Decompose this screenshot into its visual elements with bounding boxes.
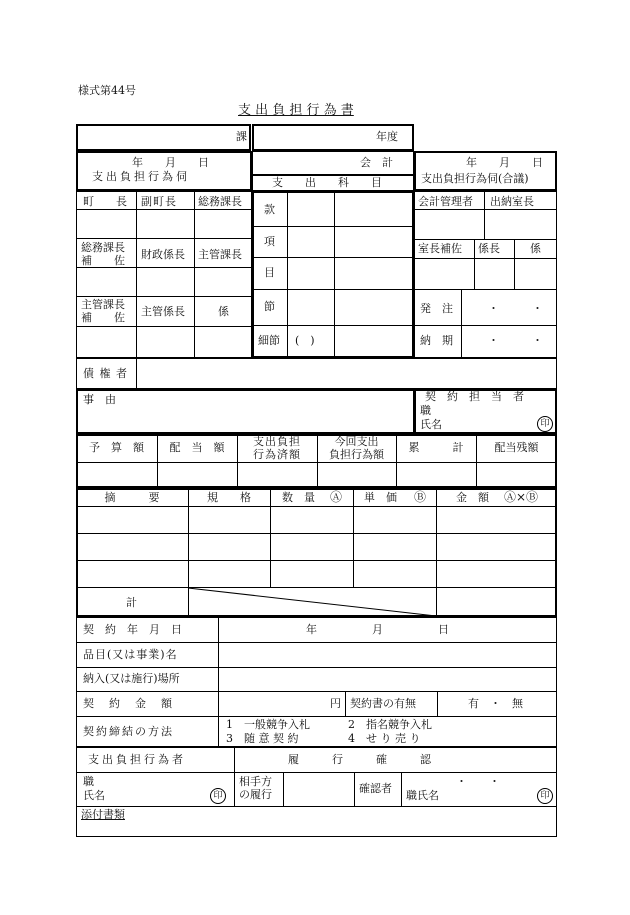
item-marker-qty: Ⓐ	[330, 490, 343, 504]
shukankakari-label: 主管係長	[141, 305, 185, 318]
ukagai-left: 支出負担行為伺	[92, 170, 190, 183]
hacchu-dots: ・ ・	[488, 302, 543, 315]
saikensha-label: 債 権 者	[83, 367, 128, 380]
nounyu-label: 納入(又は施行)場所	[83, 672, 180, 685]
item-header-tekiyo: 摘 要	[104, 491, 160, 504]
cho-label: 町 長	[83, 195, 127, 208]
seal-icon: 印	[537, 416, 553, 432]
footer-seal2-icon: 印	[537, 788, 553, 804]
kou-label: 項	[264, 235, 275, 248]
fukucho-label: 副町長	[141, 195, 177, 208]
moku-label: 目	[264, 266, 275, 279]
keiyaku-date-value: 年 月 日	[306, 623, 449, 636]
item-marker-amount: Ⓐ×Ⓑ	[504, 490, 539, 504]
saisetsu-label: 細節	[258, 334, 280, 347]
saisetsu-paren: ( )	[295, 334, 315, 347]
item-header-kingaku: 金 額	[456, 491, 489, 504]
kakari-label: 係	[218, 305, 229, 318]
footer-seal-icon: 印	[210, 788, 226, 804]
shokushimei-label: 職氏名	[406, 789, 439, 802]
keiyakusho-value: 有 ・ 無	[468, 697, 523, 710]
kakari-right-label: 係	[530, 242, 541, 255]
zaiseikakari-label: 財政係長	[141, 248, 185, 261]
setsu-label: 節	[264, 300, 275, 313]
kamoku-header-label: 支 出 科 目	[272, 176, 382, 189]
footer-shoku: 職	[83, 775, 94, 788]
houhou-label: 契約締結の方法	[83, 725, 174, 738]
budget-header-1: 配 当 額	[169, 441, 225, 454]
suito-shitsucho-label: 出納室長	[490, 195, 534, 208]
kan-label: 款	[264, 203, 275, 216]
budget-header-4: 累 計	[408, 441, 464, 454]
jiyu-label: 事 由	[83, 393, 116, 406]
date-right: 年 月 日	[466, 156, 543, 169]
somuhosa-label: 総務課長 補 佐	[81, 241, 125, 267]
nouki-dots: ・ ・	[488, 334, 543, 347]
item-marker-price: Ⓑ	[414, 490, 427, 504]
keiyaku-shoku: 職	[420, 404, 431, 417]
nouki-label: 納 期	[420, 334, 453, 347]
rikou-kakunin-label: 履 行 確 認	[288, 753, 431, 766]
shukanhosa-label: 主管課長 補 佐	[81, 298, 125, 324]
footer-dots: ・ ・	[456, 775, 500, 788]
keiyakusho-label: 契約書の有無	[350, 697, 416, 710]
aitegata-label: 相手方 の履行	[239, 775, 272, 801]
budget-header-0: 予 算 額	[89, 441, 144, 454]
kakuninsha-label: 確認者	[359, 782, 392, 795]
houhou-3: 3 随 意 契 約	[226, 732, 299, 745]
keiyaku-date-label: 契 約 年 月 日	[83, 623, 182, 636]
hinmoku-label: 品目(又は事業)名	[83, 648, 178, 661]
budget-header-2: 支出負担 行為済額	[253, 435, 301, 461]
shitsucho-hosa-label: 室長補佐	[418, 242, 462, 255]
tenpu-label: 添付書類	[81, 808, 125, 821]
item-header-kikaku: 規 格	[207, 491, 251, 504]
ka-label: 課	[236, 130, 247, 143]
footer-shimei: 氏名	[83, 789, 105, 802]
total-label: 計	[126, 596, 137, 609]
hacchu-label: 発 注	[420, 302, 453, 315]
budget-header-5: 配当残額	[494, 441, 539, 454]
keiyaku-kingaku-label: 契 約 金 額	[83, 697, 174, 710]
houhou-1: 1 一般競争入札	[226, 718, 310, 731]
nendo-label: 年度	[376, 130, 398, 143]
kaikei-label: 会 計	[360, 156, 393, 169]
budget-header-3: 今回支出 負担行為額	[329, 435, 384, 461]
houhou-2: 2 指名競争入札	[348, 718, 432, 731]
form-number: 様式第44号	[78, 84, 136, 97]
kaikei-kanrisha-label: 会計管理者	[418, 195, 473, 208]
keiyaku-shimei: 氏名	[420, 418, 442, 431]
kakaricho-label: 係長	[478, 242, 500, 255]
yen-label: 円	[330, 697, 341, 710]
shukankacho-label: 主管課長	[198, 248, 242, 261]
futan-label: 支出負担行為者	[88, 753, 186, 766]
date-left: 年 月 日	[132, 156, 209, 169]
somukacho-label: 総務課長	[198, 195, 242, 208]
houhou-4: 4 せ り 売 り	[348, 732, 421, 745]
item-header-tanka: 単 価	[364, 491, 397, 504]
keiyaku-tantousha-label: 契 約 担 当 者	[425, 390, 524, 403]
item-header-suryo: 数 量	[282, 491, 315, 504]
ukagai-right: 支出負担行為伺(合議)	[421, 172, 529, 185]
page-title: 支 出 負 担 行 為 書	[238, 103, 354, 118]
